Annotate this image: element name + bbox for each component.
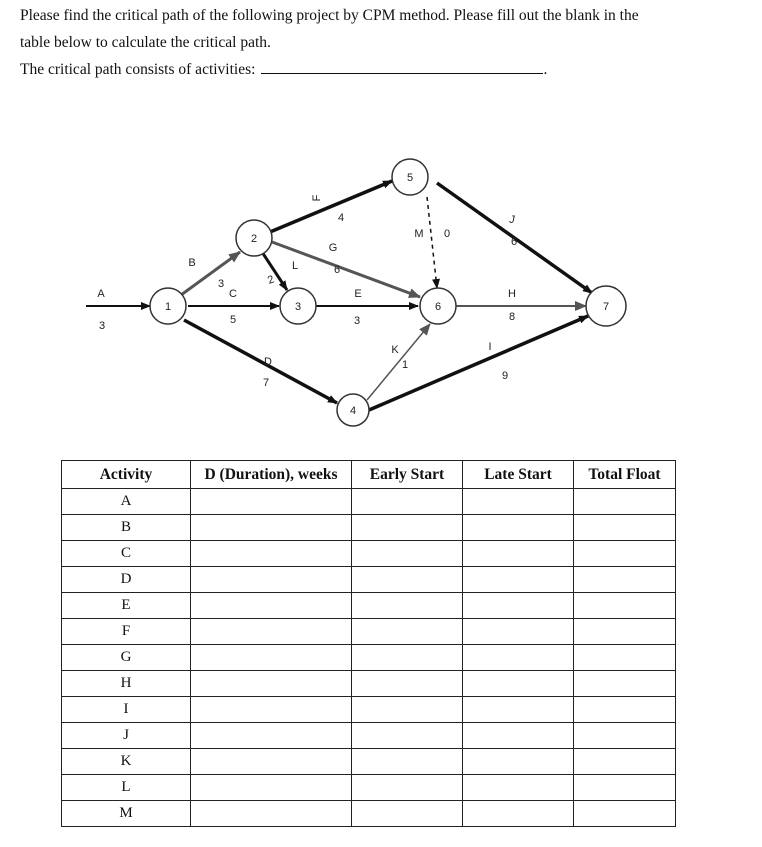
activity-cell: B xyxy=(62,515,191,541)
duration-cell[interactable] xyxy=(191,515,352,541)
activity-cell: F xyxy=(62,619,191,645)
duration-cell[interactable] xyxy=(191,697,352,723)
late-start-cell[interactable] xyxy=(463,723,574,749)
label-duration-i: 9 xyxy=(501,370,509,382)
late-start-cell[interactable] xyxy=(463,567,574,593)
header-late-start: Late Start xyxy=(463,461,574,489)
table-row xyxy=(62,593,676,619)
duration-cell[interactable] xyxy=(191,775,352,801)
table-row xyxy=(62,775,676,801)
early-start-cell[interactable] xyxy=(352,801,463,827)
label-duration-f: 4 xyxy=(337,212,345,224)
activity-cell: K xyxy=(62,749,191,775)
total-float-cell[interactable] xyxy=(574,775,676,801)
activity-cell: G xyxy=(62,645,191,671)
node-2-label: 2 xyxy=(250,233,258,245)
label-duration-h: 8 xyxy=(508,311,516,323)
late-start-cell[interactable] xyxy=(463,619,574,645)
cpm-network-diagram xyxy=(0,150,762,430)
label-activity-l: L xyxy=(291,260,299,272)
early-start-cell[interactable] xyxy=(352,775,463,801)
duration-cell[interactable] xyxy=(191,749,352,775)
early-start-cell[interactable] xyxy=(352,515,463,541)
duration-cell[interactable] xyxy=(191,541,352,567)
early-start-cell[interactable] xyxy=(352,541,463,567)
label-activity-m: M xyxy=(414,228,424,240)
activity-cell: H xyxy=(62,671,191,697)
table-row xyxy=(62,801,676,827)
early-start-cell[interactable] xyxy=(352,697,463,723)
question-line-2: table below to calculate the critical path. xyxy=(20,34,271,51)
question-line-3 xyxy=(20,56,755,83)
duration-cell[interactable] xyxy=(191,645,352,671)
node-1 xyxy=(150,288,186,324)
late-start-cell[interactable] xyxy=(463,593,574,619)
table-row xyxy=(62,489,676,515)
table-row xyxy=(62,697,676,723)
activity-cell: J xyxy=(62,723,191,749)
header-activity: Activity xyxy=(62,461,191,489)
early-start-cell[interactable] xyxy=(352,489,463,515)
table-header-row xyxy=(62,461,676,489)
table-row xyxy=(62,723,676,749)
total-float-cell[interactable] xyxy=(574,489,676,515)
early-start-cell[interactable] xyxy=(352,645,463,671)
node-5-label: 5 xyxy=(406,172,414,184)
total-float-cell[interactable] xyxy=(574,593,676,619)
label-duration-a: 3 xyxy=(98,320,106,332)
total-float-cell[interactable] xyxy=(574,697,676,723)
table-row xyxy=(62,749,676,775)
total-float-cell[interactable] xyxy=(574,515,676,541)
activity-cell: M xyxy=(62,801,191,827)
node-4 xyxy=(337,394,369,426)
label-duration-j: 6 xyxy=(510,236,518,248)
label-activity-i: I xyxy=(488,341,492,353)
critical-path-prompt: The critical path consists of activities: xyxy=(20,61,256,78)
early-start-cell[interactable] xyxy=(352,671,463,697)
activity-cell: L xyxy=(62,775,191,801)
total-float-cell[interactable] xyxy=(574,567,676,593)
label-activity-b: B xyxy=(188,257,196,269)
total-float-cell[interactable] xyxy=(574,749,676,775)
header-total-float: Total Float xyxy=(574,461,676,489)
duration-cell[interactable] xyxy=(191,671,352,697)
late-start-cell[interactable] xyxy=(463,749,574,775)
early-start-cell[interactable] xyxy=(352,749,463,775)
early-start-cell[interactable] xyxy=(352,619,463,645)
label-activity-j: J xyxy=(509,214,515,226)
table-row xyxy=(62,541,676,567)
late-start-cell[interactable] xyxy=(463,645,574,671)
activity-cell: D xyxy=(62,567,191,593)
node-6 xyxy=(420,288,456,324)
duration-cell[interactable] xyxy=(191,619,352,645)
node-4-label: 4 xyxy=(349,405,357,417)
late-start-cell[interactable] xyxy=(463,775,574,801)
question-line-1: Please find the critical path of the following project by CPM method. Please fill out the blank in the xyxy=(20,7,639,24)
activity-cell: A xyxy=(62,489,191,515)
cpm-table xyxy=(61,460,676,827)
table-row xyxy=(62,645,676,671)
label-activity-a: A xyxy=(97,288,105,300)
early-start-cell[interactable] xyxy=(352,567,463,593)
duration-cell[interactable] xyxy=(191,489,352,515)
late-start-cell[interactable] xyxy=(463,515,574,541)
arrow-activity-m xyxy=(427,197,437,288)
header-early-start: Early Start xyxy=(352,461,463,489)
table-row xyxy=(62,671,676,697)
table-row xyxy=(62,619,676,645)
label-activity-e: E xyxy=(354,288,362,300)
label-duration-k: 1 xyxy=(401,359,409,371)
arrow-activity-f xyxy=(270,181,392,232)
node-6-label: 6 xyxy=(434,301,442,313)
node-1-label: 1 xyxy=(164,301,172,313)
total-float-cell[interactable] xyxy=(574,541,676,567)
label-activity-d: D xyxy=(264,356,272,368)
node-5 xyxy=(392,159,428,195)
arrow-activity-d xyxy=(184,320,337,403)
node-7 xyxy=(586,286,626,326)
label-duration-c: 5 xyxy=(229,314,237,326)
duration-cell[interactable] xyxy=(191,723,352,749)
total-float-cell[interactable] xyxy=(574,619,676,645)
total-float-cell[interactable] xyxy=(574,801,676,827)
question-text xyxy=(20,2,755,83)
activity-cell: I xyxy=(62,697,191,723)
duration-cell[interactable] xyxy=(191,593,352,619)
table-body xyxy=(62,489,676,827)
label-duration-g: 6 xyxy=(333,264,341,276)
label-activity-f: F xyxy=(311,194,323,202)
total-float-cell[interactable] xyxy=(574,723,676,749)
early-start-cell[interactable] xyxy=(352,593,463,619)
activity-cell: C xyxy=(62,541,191,567)
node-3-label: 3 xyxy=(294,301,302,313)
total-float-cell[interactable] xyxy=(574,671,676,697)
label-duration-m: 0 xyxy=(443,228,451,240)
late-start-cell[interactable] xyxy=(463,671,574,697)
label-duration-b: 3 xyxy=(217,278,225,290)
prompt-period: . xyxy=(543,61,548,78)
label-duration-d: 7 xyxy=(262,377,270,389)
node-3 xyxy=(280,288,316,324)
late-start-cell[interactable] xyxy=(463,697,574,723)
label-activity-g: G xyxy=(328,242,338,254)
table-row xyxy=(62,567,676,593)
late-start-cell[interactable] xyxy=(463,801,574,827)
header-duration: D (Duration), weeks xyxy=(191,461,352,489)
label-activity-h: H xyxy=(508,288,516,300)
label-activity-c: C xyxy=(229,288,237,300)
duration-cell[interactable] xyxy=(191,801,352,827)
label-duration-e: 3 xyxy=(353,315,361,327)
critical-path-answer-blank[interactable] xyxy=(261,59,543,74)
duration-cell[interactable] xyxy=(191,567,352,593)
late-start-cell[interactable] xyxy=(463,541,574,567)
late-start-cell[interactable] xyxy=(463,489,574,515)
node-7-label: 7 xyxy=(602,301,610,313)
node-2 xyxy=(236,220,272,256)
table-row xyxy=(62,515,676,541)
early-start-cell[interactable] xyxy=(352,723,463,749)
label-duration-l: 2 xyxy=(266,273,276,287)
total-float-cell[interactable] xyxy=(574,645,676,671)
activity-cell: E xyxy=(62,593,191,619)
label-activity-k: K xyxy=(391,344,399,356)
